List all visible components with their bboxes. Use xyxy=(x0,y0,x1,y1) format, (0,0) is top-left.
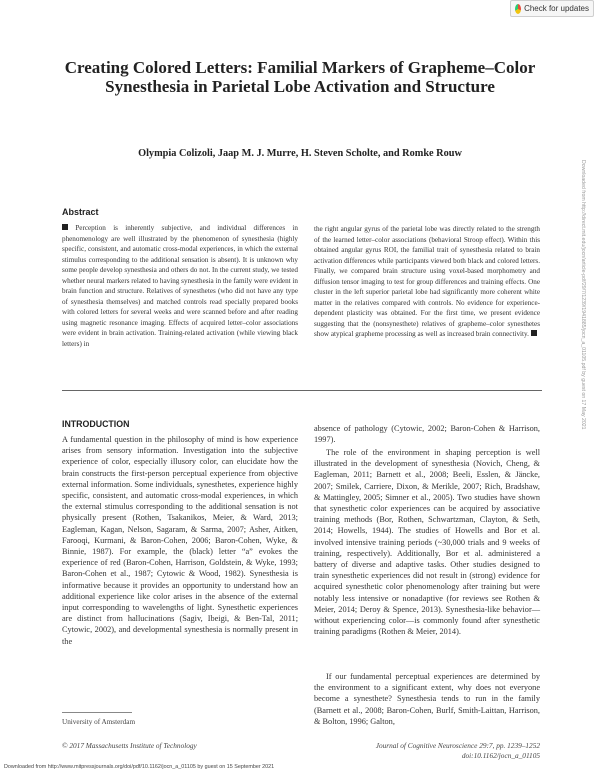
doi: doi:10.1162/jocn_a_01105 xyxy=(461,751,540,760)
abstract-text-right: the right angular gyrus of the parietal lobe was directly related to the strength of the learned letter–color associations (behavioral Stroop effect). Within this obtained angular gyrus ROI, the familial trait of synesthesia related to brain activation differences while participants viewed both black and colored letters. Finally, we compared brain structure using voxel-based morphometry and diffusion tensor imaging to test for group differences and training effects. One cluster in the left superior parietal lobe had significantly more coherent white matter in the relatives compared with controls. No evidence for experience-dependent plasticity was obtained. For the first time, we present evidence suggesting that the (nonsynesthete) relatives of grapheme–color synesthetes show atypical grapheme processing as well as increased brain connectivity. xyxy=(314,225,540,338)
abstract-text-left: Perception is inherently subjective, and individual differences in phenomenology are well illustrated by the phenomenon of synesthesia (highly specific, consistent, and automatic cross-modal experiences, in which the external stimulus corresponding to the additional sensation is absent). It is unknown why some people develop synesthesia and others do not. In the current study, we tested whether neural markers related to having synesthesia in the family were evident in brain function and structure. Relatives of synesthetes (who did not have any type of synesthesia themselves) and matched controls read specially prepared books with colored letters for several weeks and were scanned before and after reading using magnetic resonance imaging. Effects of acquired letter–color associations were evident in brain activation. Training-related activation (while viewing black letters) in xyxy=(62,224,298,348)
copyright-notice: © 2017 Massachusetts Institute of Technology xyxy=(62,741,197,750)
journal-citation: Journal of Cognitive Neuroscience 29:7, pp. 1239–1252 xyxy=(375,741,540,750)
check-for-updates-label: Check for updates xyxy=(524,4,589,13)
check-for-updates-badge[interactable] xyxy=(510,0,594,17)
abstract-divider xyxy=(62,390,542,391)
start-square-icon xyxy=(62,224,68,230)
intro-column-2-continuation: absence of pathology (Cytowic, 2002; Baron-Cohen & Harrison, 1997). xyxy=(314,424,540,445)
download-note: Downloaded from http://www.mitpressjournals.org/doi/pdf/10.1162/jocn_a_01105 by guest on 15 September 2021 xyxy=(4,764,275,770)
author-list: Olympia Colizoli, Jaap M. J. Murre, H. Steven Scholte, and Romke Rouw xyxy=(138,148,462,159)
intro-column-2-paragraph-2: The role of the environment in shaping perception is well illustrated in the development of synesthesia (Novich, Cheng, & Eagleman, 2011; Barnett et al., 2008; Beeli, Esslen, & Jäncke, 2007; Smilek, Carriere, Dixon, & Merikle, 2007; Rich, Bradshaw, & Mattingley, 2005; Simner et al., 2005). Two studies have shown that synesthetic color experiences can be acquired by associative training methods (Bor, Rothen, Schwartzman, Clayton, & Seth, 2014; Howells, 1944). The studies of Howells and Bor et al. involved intensive training periods (~30,000 trials and 9 weeks of training, respectively). Additionally, Bor et al. administered a battery of diverse and adaptive tasks. Other studies designed to train synesthetic experiences did not result in (strong) evidence for acquired synesthetic color phenomenology after training but were notably less intensive or nonadaptive (for reviews see Rothen & Meier, 2014; Deroy & Spence, 2013). Synesthesia-like behavior—without experiencing color—is commonly found after synesthetic training paradigms (Rothen & Meier, 2014). xyxy=(314,448,540,637)
intro-column-1: A fundamental question in the philosophy of mind is how experience arises from sensory information. Investigation into the subjective experience of color, especially illusory color, can elucidate how the brain constructs the first-person perceptual experience from objective external information. Some individuals, synesthetes, experience highly specific, consistent, and automatic cross-modal experiences, in which the external stimulus corresponding to the additional sensation is not physically present (Rothen, Tsakanikos, Meier, & Ward, 2013; Eagleman, Kagan, Nelson, Sagaram, & Sarma, 2007; Asher, Aitken, Farooqi, Kurmani, & Baron-Cohen, 2006; Baron-Cohen, Wyke, & Binnie, 1987). For example, the (black) letter “a” evokes the experience of red (Baron-Cohen, Harrison, Goldstein, & Wyke, 1993; Baron-Cohen et al., 1987; Cytowic & Wood, 1982). Synesthesia is informative because it provides an opportunity to understand how an additional experience like color arises in the absence of the external input corresponding to wavelengths of light. Synesthetic experiences are distinct from hallucinations (Sagiv, Ibeigi, & Ben-Tal, 2011; Cytowic, 2002), and developmental synesthesia is normally present in the xyxy=(62,435,298,646)
article-title: Creating Colored Letters: Familial Markers of Grapheme–Color Synesthesia in Parietal Lobe Activation and Structure xyxy=(64,58,536,96)
crossmark-icon xyxy=(515,4,521,14)
footnote-divider xyxy=(62,712,132,713)
side-download-note: Downloaded from http://direct.mit.edu/jocn/article-pdf/29/7/1239/1941885/jocn_a_01105.pdf by guest on 17 May 2021 xyxy=(580,160,586,430)
affiliation-footnote: University of Amsterdam xyxy=(62,718,136,726)
end-square-icon xyxy=(531,330,537,336)
abstract-heading: Abstract xyxy=(62,207,99,217)
intro-column-2-paragraph-3: If our fundamental perceptual experiences are determined by the environment to a significant extent, why does not everyone become a synesthete? Synesthesia tends to run in the family (Barnett et al., 2008; Baron-Cohen, Burlf, Smith-Laittan, Harrison, & Bolton, 1996; Galton, xyxy=(314,672,540,726)
introduction-heading: INTRODUCTION xyxy=(62,419,130,429)
